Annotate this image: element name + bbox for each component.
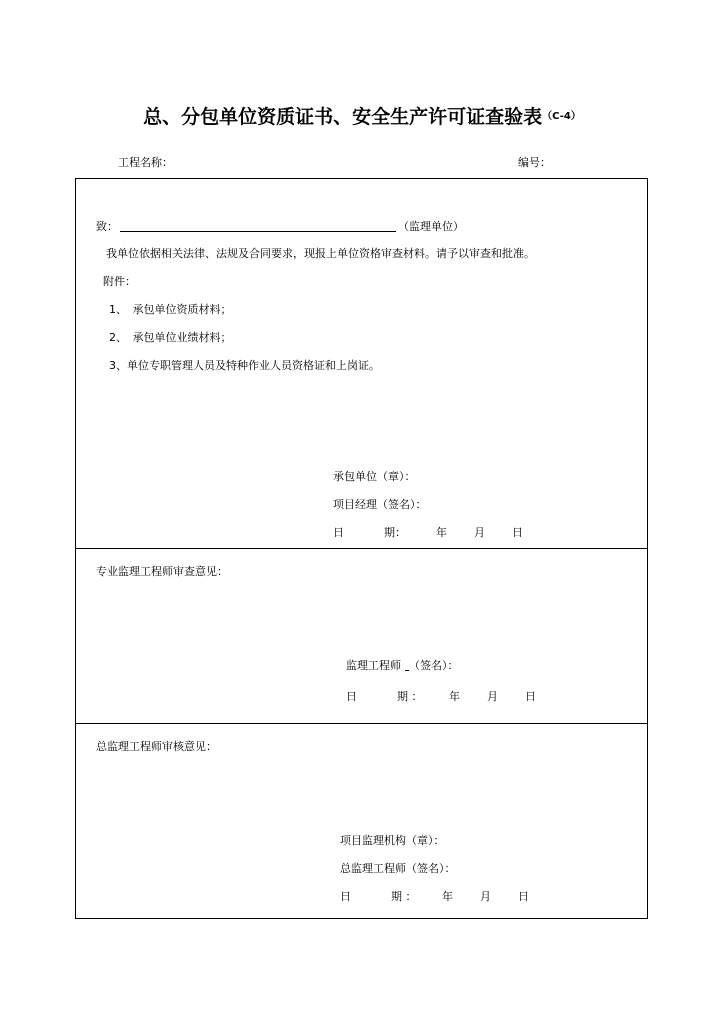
to-suffix: （监理单位）	[398, 220, 464, 233]
to-line	[96, 219, 464, 234]
section-divider-1	[76, 548, 647, 549]
section3-date-qi: 期 ：	[391, 890, 417, 903]
attachments-label: 附件：	[103, 275, 136, 288]
section3-date-day: 日	[518, 890, 529, 903]
number-label: 编号：	[518, 156, 551, 169]
attachment-item-3: 3、单位专职管理人员及特种作业人员资格证和上岗证。	[109, 359, 380, 372]
section1-date-year: 年	[436, 526, 447, 539]
chief-engineer-sign-label: 总监理工程师（签名）：	[340, 862, 456, 875]
section2-date-year: 年	[449, 690, 460, 703]
section2-date-ri: 日	[346, 690, 357, 703]
supervision-org-seal-label: 项目监理机构（章）：	[340, 834, 445, 847]
contractor-seal-label: 承包单位（章）：	[333, 470, 416, 483]
engineer-sign-line	[346, 658, 459, 673]
section1-date-qi: 期：	[384, 526, 406, 539]
page-title	[0, 104, 724, 130]
engineer-label: 监理工程师	[346, 659, 401, 672]
section3-date-year: 年	[442, 890, 453, 903]
attachment-item-2: 2、 承包单位业绩材料；	[109, 331, 232, 344]
section1-date-day: 日	[512, 526, 523, 539]
request-body: 我单位依据相关法律、法规及合同要求，现报上单位资格审查材料。请予以审查和批准。	[106, 247, 535, 260]
section2-date-month: 月	[487, 690, 498, 703]
section3-date-month: 月	[480, 890, 491, 903]
section3-date-ri: 日	[340, 890, 351, 903]
section-divider-2	[76, 723, 647, 724]
attachment-item-1: 1、 承包单位资质材料；	[109, 303, 232, 316]
form-table	[75, 178, 648, 919]
title-main: 总、分包单位资质证书、安全生产许可证查验表	[143, 106, 543, 128]
section2-date-qi: 期 ：	[397, 690, 423, 703]
supervisor-unit-blank[interactable]	[120, 219, 396, 232]
title-code: （C-4）	[542, 111, 581, 122]
chief-review-label: 总监理工程师审核意见：	[96, 740, 217, 753]
section1-date-month: 月	[474, 526, 485, 539]
engineer-sign-label: （签名）：	[409, 659, 459, 672]
section1-date-ri: 日	[333, 526, 344, 539]
project-manager-sign-label: 项目经理（签名）：	[333, 498, 427, 511]
specialist-review-label: 专业监理工程师审查意见：	[96, 565, 228, 578]
section2-date-day: 日	[525, 690, 536, 703]
project-name-label: 工程名称：	[118, 156, 173, 169]
to-label: 致：	[96, 220, 118, 233]
